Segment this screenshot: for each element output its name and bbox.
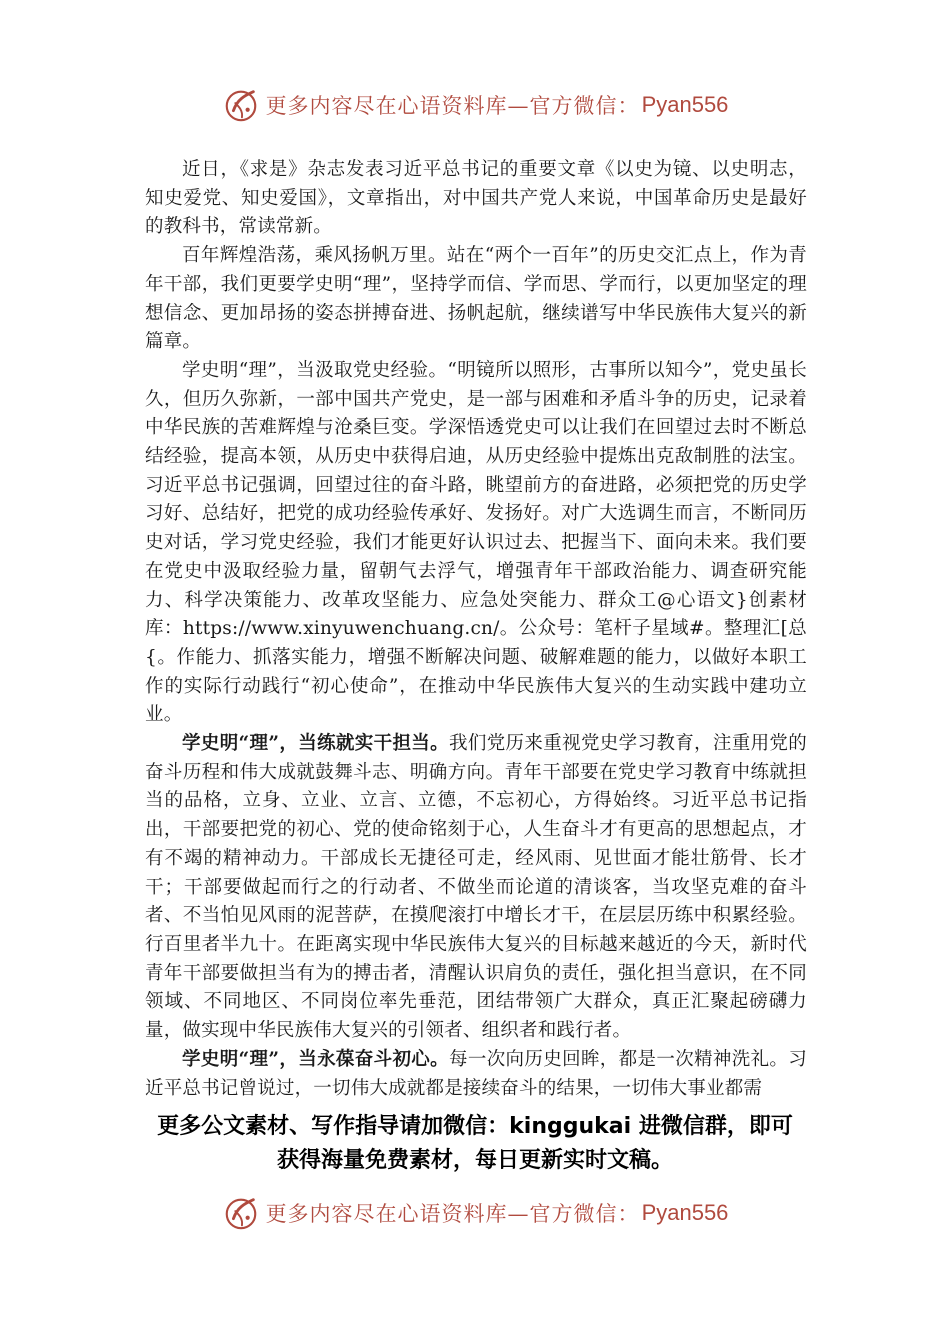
paragraph-4-lead: 学史明“理”，当练就实干担当。 (182, 733, 450, 755)
header-banner-text: 更多内容尽在心语资料库—官方微信： (265, 94, 640, 118)
footer-banner-text: 更多内容尽在心语资料库—官方微信： (265, 1202, 640, 1226)
header-wechat-id: Pyan556 (641, 92, 729, 117)
promo-line-1: 更多公文素材、写作指导请加微信：kinggukai 进微信群，即可 (157, 1114, 793, 1139)
paragraph-1: 近日，《求是》杂志发表习近平总书记的重要文章《以史为镜、以史明志，知史爱党、知史爱国》，文章指出，对中国共产党人来说，中国革命历史是最好的教科书，常读常新。 (145, 159, 807, 238)
article-clip (145, 156, 807, 1102)
footer-banner (0, 1188, 950, 1238)
promo-line-2: 获得海量免费素材，每日更新实时文稿。 (276, 1148, 673, 1173)
article-body (145, 156, 807, 1102)
paragraph-5 (145, 1046, 807, 1102)
paragraph-4 (145, 730, 807, 1046)
paragraph-4-body: 我们党历来重视党史学习教育，注重用党的奋斗历程和伟大成就鼓舞斗志、明确方向。青年干部要在党史学习教育中练就担当的品格，立身、立业、立言、立德，不忘初心，方得始终。习近平总书记指出，干部要把党的初心、党的使命铭刻于心，人生奋斗才有更高的思想起点，才有不竭的精神动力。干部成长无捷径可走，经风雨、见世面才能壮筋骨、长才干；干部要做起而行之的行动者、不做坐而论道的清谈客，当攻坚克难的奋斗者、不当怕见风雨的泥菩萨，在摸爬滚打中增长才干，在层层历练中积累经验。行百里者半九十。在距离实现中华民族伟大复兴的目标越来越近的今天，新时代青年干部要做担当有为的搏击者，清醒认识肩负的责任，强化担当意识，在不同领域、不同地区、不同岗位率先垂范，团结带领广大群众，真正汇聚起磅礴力量，做实现中华民族伟大复兴的引领者、组织者和践行者。 (145, 733, 807, 1042)
xinyu-logo-icon (222, 86, 260, 124)
promo-notice (0, 1110, 950, 1178)
footer-wechat-id: Pyan556 (641, 1200, 729, 1225)
header-banner (0, 80, 950, 130)
paragraph-3: 学史明“理”，当汲取党史经验。“明镜所以照形，古事所以知今”，党史虽长久，但历久弥新，一部中国共产党史，是一部与困难和矛盾斗争的历史，记录着中华民族的苦难辉煌与沧桑巨变。学深悟透党史可以让我们在回望过去时不断总结经验，提高本领，从历史中获得启迪，从历史经验中提炼出克敌制胜的法宝。习近平总书记强调，回望过往的奋斗路，眺望前方的奋进路，必须把党的历史学习好、总结好，把党的成功经验传承好、发扬好。对广大选调生而言，不断同历史对话，学习党史经验，我们才能更好认识过去、把握当下、面向未来。我们要在党史中汲取经验力量，留朝气去浮气，增强青年干部政治能力、调查研究能力、科学决策能力、改革攻坚能力、应急处突能力、群众工@心语文}创素材库：https://www.xinyuwenchuang.cn/。公众号：笔杆子星域#。整理汇[总{。作能力、抓落实能力，增强不断解决问题、破解难题的能力，以做好本职工作的实际行动践行“初心使命”，在推动中华民族伟大复兴的生动实践中建功立业。 (145, 359, 807, 726)
paragraph-5-body: 每一次向历史回眸，都是一次精神洗礼。习近平总书记曾说过，一切伟大成就都是接续奋斗的结果，一切伟大事业都需 (145, 1048, 807, 1099)
paragraph-5-lead: 学史明“理”，当永葆奋斗初心。 (182, 1048, 450, 1070)
xinyu-logo-icon (222, 1194, 260, 1232)
paragraph-2: 百年辉煌浩荡，乘风扬帆万里。站在“两个一百年”的历史交汇点上，作为青年干部，我们更要学史明“理”，坚持学而信、学而思、学而行，以更加坚定的理想信念、更加昂扬的姿态拼搏奋进、扬帆起航，继续谱写中华民族伟大复兴的新篇章。 (145, 245, 807, 353)
